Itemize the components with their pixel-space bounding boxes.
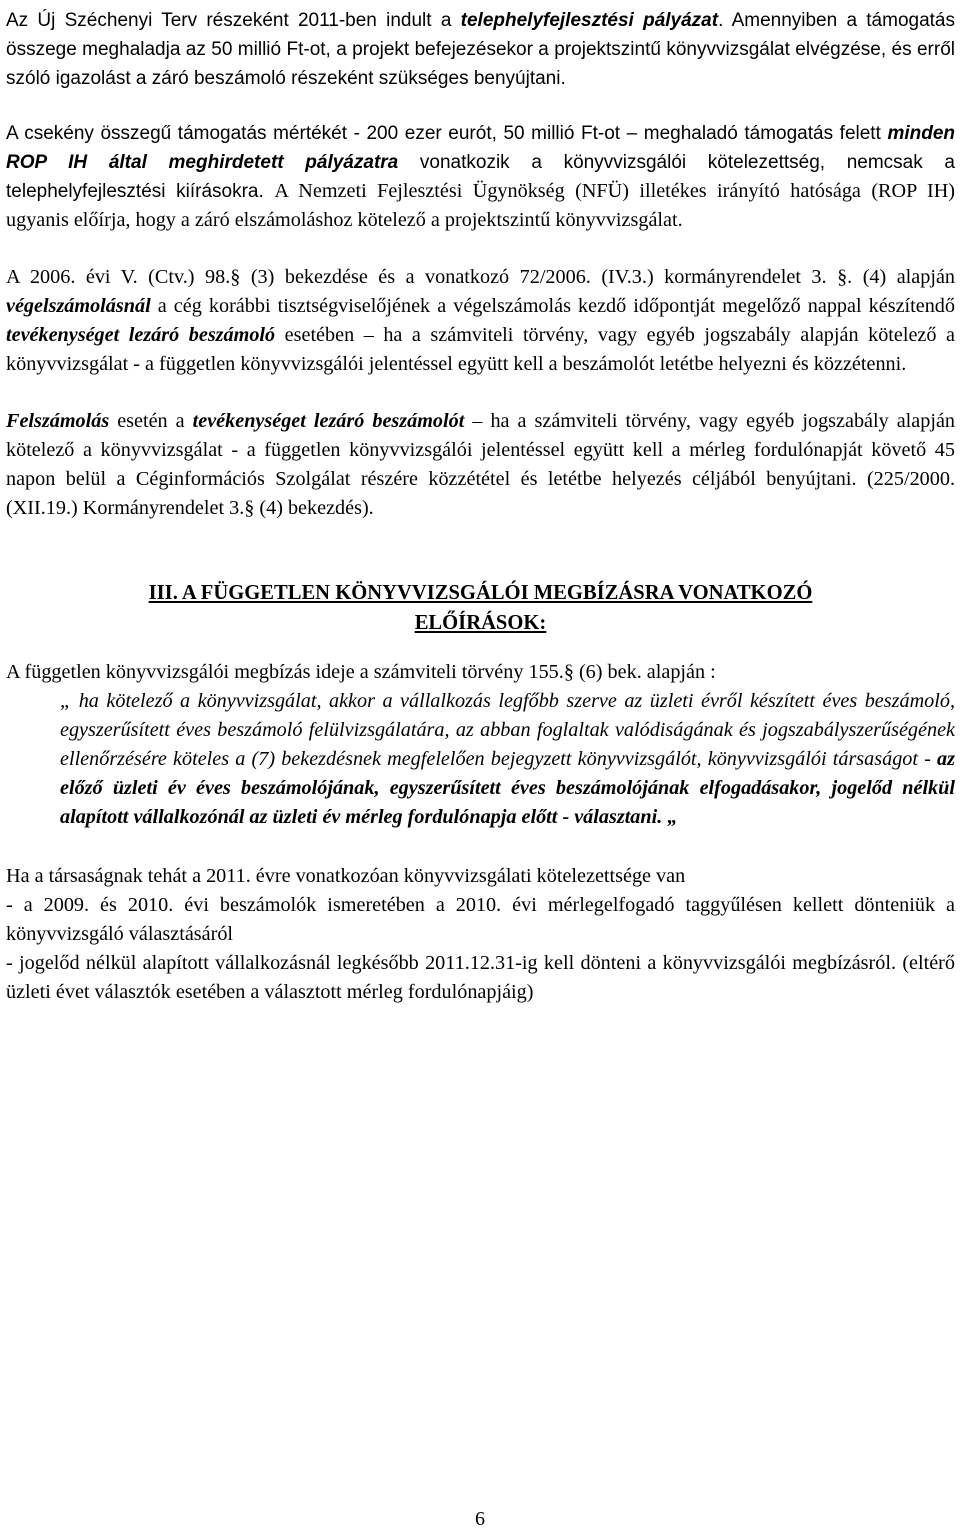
- emphasis: tevékenységet lezáró beszámolót: [192, 410, 465, 432]
- page-number: 6: [475, 1508, 485, 1530]
- paragraph-vegelszamolas: [6, 263, 955, 379]
- text: A csekény összegű támogatás mértékét - 200 ezer eurót, 50 millió Ft-ot – meghaladó támogatás felett: [6, 123, 888, 144]
- paragraph-megbizas: A független könyvvizsgálói megbízás ideje a számviteli törvény 155.§ (6) bek. alapján :: [6, 661, 716, 683]
- text: Az Új Széchenyi Terv részeként 2011-ben indult a: [6, 10, 461, 31]
- heading-line: III. A FÜGGETLEN KÖNYVVIZSGÁLÓI MEGBÍZÁSRA VONATKOZÓ: [148, 582, 813, 604]
- quote-text: „ ha kötelező a könyvvizsgálat, akkor a vállalkozás legfőbb szerve az üzleti évről készített éves beszámoló, egyszerűsített éves beszámoló felülvizsgálatára, az abban foglaltak valódiságának és jogszabályszerűségének ellenőrzésére köteles a (7) bekezdésnek megfelelően bejegyzett könyvvizsgálót, könyvvizsgálói társaságot -: [60, 690, 955, 770]
- section-heading: [46, 578, 915, 638]
- quote-block: [60, 687, 955, 832]
- paragraph-jogelod: - jogelőd nélkül alapított vállalkozásnál legkésőbb 2011.12.31-ig kell dönteni a könyvvizsgálói megbízásról. (eltérő üzleti évet választók esetében a választott mérleg fordulónapjáig): [6, 952, 955, 1003]
- text: A 2006. évi V. (Ctv.) 98.§ (3) bekezdése és a vonatkozó 72/2006. (IV.3.) kormányrendelet 3.: [6, 266, 827, 288]
- text: §. (4) alapján: [837, 266, 956, 288]
- emphasis: végelszámolásnál: [6, 295, 151, 317]
- text: A Nemzeti Fejlesztési Ügynökség (NFÜ) illetékes irányító hatósága (ROP IH) ugyanis előírja, hogy a záró elszámoláshoz kötelező a projektszintű könyvvizsgálat.: [6, 180, 956, 231]
- text: esetén a: [109, 410, 193, 432]
- paragraph-telephely: [6, 6, 955, 93]
- emphasis: minden ROP IH által meghirdetett pályázatra: [6, 123, 955, 173]
- emphasis: Felszámolás: [6, 410, 110, 432]
- text: vonatkozik a könyvvizsgálói kötelezettség, nemcsak a telephelyfejlesztési kiírásokra.: [6, 152, 956, 202]
- emphasis: tevékenységet lezáró beszámoló: [6, 324, 276, 346]
- paragraph-rop-ih: [6, 119, 955, 235]
- paragraph-2011: Ha a társaságnak tehát a 2011. évre vonatkozóan könyvvizsgálati kötelezettsége van: [6, 865, 686, 887]
- quote-emphasis: az előző üzleti év éves beszámolójának, egyszerűsített éves beszámolójának elfogadásakor, jogelőd nélkül alapított vállalkozónál az üzleti év mérleg fordulónapja előtt - választani. „: [60, 748, 955, 828]
- text: – ha a számviteli törvény, vagy egyéb jogszabály alapján kötelező a könyvvizsgálat - a független könyvvizsgálói jelentéssel együtt kell a mérleg fordulónapját követő 45 napon belül a Céginformációs Szolgálat részére közzététel és letétbe helyezés céljából benyújtani. (225/2000. (XII.19.) Kormányrendelet 3.§ (4) bekezdés).: [6, 410, 955, 519]
- text: . Amennyiben a támogatás összege meghaladja az 50 millió Ft-ot, a projekt befejezésekor a projektszintű könyvvizsgálat elvégzése, és erről szóló igazolást a záró beszámoló részeként szükséges benyújtani.: [6, 10, 955, 89]
- paragraph-2009-2010: - a 2009. és 2010. évi beszámolók ismeretében a 2010. évi mérlegelfogadó taggyűlésen kellett dönteniük a könyvvizsgáló választásáról: [6, 894, 955, 945]
- emphasis: telephelyfejlesztési pályázat: [460, 10, 719, 31]
- text: a cég korábbi tisztségviselőjének a végelszámolás kezdő időpontját megelőző nappal készítendő: [150, 295, 955, 317]
- paragraph-felszamolas: [6, 407, 955, 523]
- heading-line: ELŐÍRÁSOK:: [414, 612, 547, 634]
- text: esetében – ha a számviteli törvény, vagy egyéb jogszabály alapján kötelező a könyvvizsgálat - a független könyvvizsgálói jelentéssel együtt kell a beszámolót letétbe helyezni és közzétenni.: [6, 324, 955, 375]
